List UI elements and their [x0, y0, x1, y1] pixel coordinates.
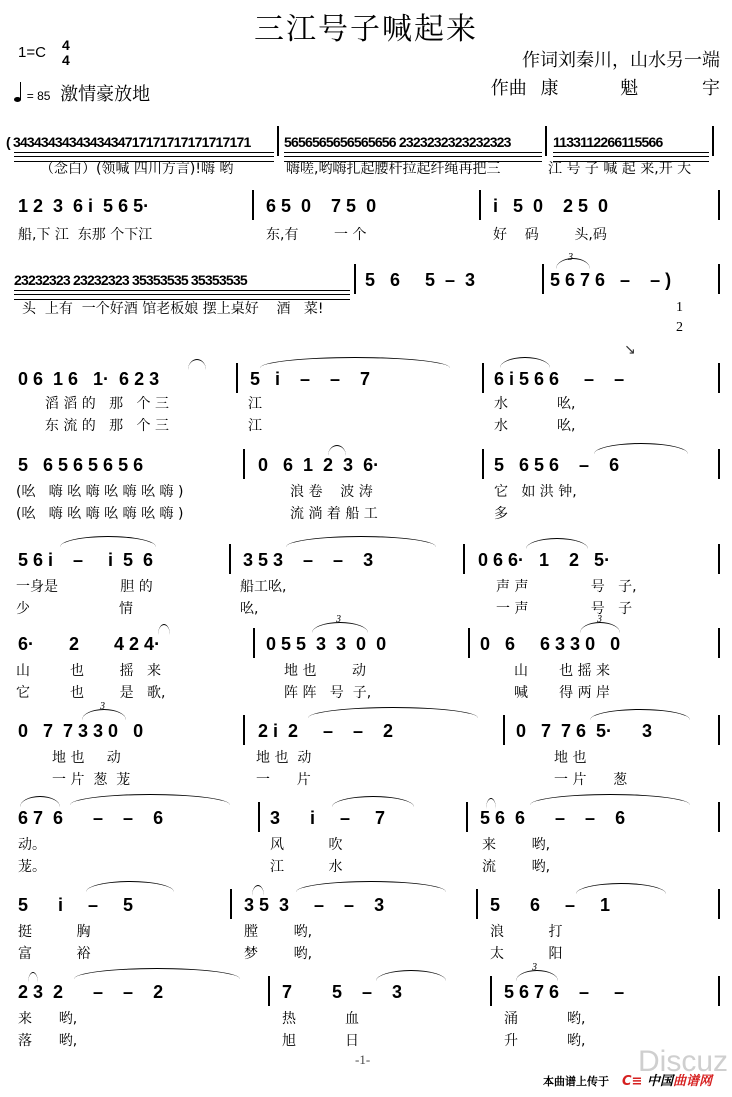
barline — [236, 363, 238, 393]
tempo-marking — [14, 80, 150, 106]
measure: 5 6 7 6 – – — [504, 982, 625, 1002]
lyric-line: 一 片 葱 — [554, 772, 628, 788]
measure: ( 3434343434343434717171717171717171 — [6, 134, 251, 150]
lyric-line: 少 情 — [16, 601, 134, 617]
tie — [70, 794, 230, 805]
lyric-line: 多 — [494, 506, 508, 522]
lyric-line: 旭 日 — [282, 1033, 359, 1049]
tie — [308, 707, 478, 718]
barline — [243, 715, 245, 745]
expression-marking: 激情豪放地 — [60, 84, 151, 105]
barline — [545, 126, 547, 156]
lyric-line: 地 也 — [554, 750, 587, 766]
lyric-line: 太 阳 — [490, 946, 563, 962]
slur — [576, 883, 666, 894]
lyric-line: 江 — [248, 396, 262, 412]
lyric-line: 滔 滔 的 那 个 三 — [36, 396, 169, 412]
slur — [158, 624, 170, 635]
composer-name-1: 康 — [540, 78, 559, 99]
measure: 6· 2 4 2 4· — [18, 634, 161, 654]
site-logo-text-2: 曲谱网 — [672, 1074, 712, 1089]
composer-name-3: 宇 — [702, 78, 720, 99]
time-signature-top: 4 — [62, 37, 70, 53]
measure: 6 5 0 7 5 0 — [266, 196, 377, 216]
lyric-line: 一 片 葱 茏 — [52, 772, 131, 788]
lyric-line: 船,下 江 东那 个下江 — [18, 227, 153, 243]
lyric-line: （念白）(领喊 四川方言)!嗨 哟 — [40, 161, 234, 177]
lyric-line: 梦 哟, — [244, 946, 313, 962]
slur — [86, 881, 174, 892]
lyric-line: 水 吆, — [494, 396, 576, 412]
slur — [590, 709, 690, 720]
measure: 2 3 2 – – 2 — [18, 982, 164, 1002]
measure: 2 i 2 – – 2 — [258, 721, 394, 741]
barline — [718, 544, 720, 574]
lyric-line: 一身是 胆 的 — [16, 579, 153, 595]
page-number: -1- — [355, 1052, 371, 1067]
lyric-line: 地 也 动 — [52, 750, 121, 766]
lyric-line: 水 吆, — [494, 418, 576, 434]
arrow-mark-icon: ↘ — [624, 342, 636, 358]
triplet-slur — [556, 258, 590, 269]
verse-number-2: 2 — [676, 320, 683, 335]
site-logo-text-1: 中国 — [646, 1074, 673, 1089]
lyric-line: 它 如 洪 钟, — [494, 484, 577, 500]
lyric-line: 江 水 — [270, 859, 343, 875]
lyric-line: 地 也 动 — [256, 750, 312, 766]
measure: 5 6 5 6 5 6 5 6 — [18, 455, 144, 475]
measure: i 5 0 2 5 0 — [493, 196, 609, 216]
measure: 5656565656565656 2323232323232323 — [284, 134, 511, 150]
slur — [252, 885, 264, 896]
slur — [332, 796, 414, 807]
lyric-line: 来 哟, — [482, 837, 551, 853]
barline — [252, 190, 254, 220]
measure: 5 6 5 6 – 6 — [494, 455, 620, 475]
triplet-slur — [516, 970, 558, 981]
measure: 0 6 1 6 1· 6 2 3 — [18, 369, 160, 389]
lyric-line: 东,有 一 个 — [266, 227, 367, 243]
time-signature-bottom: 4 — [62, 52, 70, 68]
measure: 0 7 7 3 3 0 0 — [18, 721, 144, 741]
lyric-line: 挺 胸 — [18, 924, 91, 940]
slur — [188, 359, 206, 370]
tie — [594, 443, 688, 454]
lyric-line: 浪 卷 波 涛 — [290, 484, 373, 500]
measure: 6 7 6 – – 6 — [18, 808, 164, 828]
lyric-line: 浪 打 — [490, 924, 563, 940]
barline — [258, 802, 260, 832]
lyricist-credit: 作词刘秦川，山水另一端 — [522, 50, 720, 71]
lyric-line: 流 淌 着 船 工 — [290, 506, 378, 522]
lyric-line: 涌 哟, — [504, 1011, 586, 1027]
lyric-line: 地 也 动 — [284, 663, 367, 679]
barline — [718, 190, 720, 220]
site-logo-icon: C≡ — [622, 1074, 643, 1089]
barline — [482, 363, 484, 393]
lyric-line: 吆, — [240, 601, 259, 617]
tie — [60, 536, 156, 547]
barline — [479, 190, 481, 220]
measure: 1133112266115566 — [553, 134, 663, 150]
barline — [718, 628, 720, 658]
barline — [718, 363, 720, 393]
slur — [500, 357, 550, 368]
triplet-marker: 3 — [336, 614, 341, 625]
measure: 3 5 3 – – 3 — [244, 895, 385, 915]
song-title: 三江号子喊起来 — [254, 12, 478, 47]
lyric-line: 山 也 摇 来 — [514, 663, 611, 679]
lyric-line: 嗨嗟,哟嗨扎起腰杆拉起纤绳再把三 — [286, 161, 501, 177]
lyric-line: 膛 哟, — [244, 924, 313, 940]
measure: 3 i – 7 — [270, 808, 386, 828]
barline — [243, 449, 245, 479]
lyric-line: 动。 — [18, 837, 46, 853]
barline — [253, 628, 255, 658]
measure: 5 6 i – i 5 6 — [18, 550, 154, 570]
slur — [526, 538, 588, 549]
verse-number-1: 1 — [676, 300, 683, 315]
lyric-line: (吆 嗨 吆 嗨 吆 嗨 吆 嗨 ) — [16, 506, 184, 522]
time-signature — [62, 38, 70, 68]
lyric-line: 船工吆, — [240, 579, 287, 595]
lyric-line: 阵 阵 号 子, — [284, 685, 372, 701]
lyric-line: 茏。 — [18, 859, 46, 875]
lyric-line: 声 声 号 子, — [496, 579, 637, 595]
lyric-line: 富 裕 — [18, 946, 91, 962]
barline — [229, 544, 231, 574]
barline — [718, 976, 720, 1006]
measure: 5 6 6 – – 6 — [480, 808, 626, 828]
measure: 5 i – – 7 — [250, 369, 371, 389]
slur — [486, 798, 496, 809]
watermark: Discuz — [638, 1045, 729, 1078]
lyric-line: 喊 得 两 岸 — [514, 685, 611, 701]
site-logo[interactable] — [622, 1070, 712, 1089]
lyric-line: 来 哟, — [18, 1011, 78, 1027]
measure: 23232323 23232323 35353535 35353535 — [14, 272, 247, 288]
lyric-line: 江 — [248, 418, 262, 434]
barline — [466, 802, 468, 832]
tie — [74, 968, 240, 979]
barline — [718, 889, 720, 919]
barline — [712, 126, 714, 156]
lyric-line: 流 哟, — [482, 859, 551, 875]
lyric-line: (吆 嗨 吆 嗨 吆 嗨 吆 嗨 ) — [16, 484, 184, 500]
barline — [718, 715, 720, 745]
tie — [286, 536, 436, 547]
lyric-line: 头 上有 一个好酒 馆老板娘 摆上桌好 酒 菜! — [22, 301, 324, 317]
composer-label: 作曲 — [490, 78, 527, 99]
barline — [268, 976, 270, 1006]
measure: 7 5 – 3 — [282, 982, 403, 1002]
tie — [296, 881, 446, 892]
barline — [476, 889, 478, 919]
measure: 0 6 1 2 3 6· — [258, 455, 380, 475]
barline — [277, 126, 279, 156]
tie — [530, 794, 690, 805]
measure: 3 5 3 – – 3 — [243, 550, 374, 570]
barline — [718, 449, 720, 479]
measure: 0 5 5 3 3 0 0 — [266, 634, 387, 654]
slur — [328, 445, 346, 456]
triplet-marker: 3 — [100, 701, 105, 712]
key-signature: 1=C — [18, 44, 46, 61]
lyric-line: 风 吹 — [270, 837, 343, 853]
composer-credit — [491, 74, 720, 100]
lyric-line: 它 也 是 歌, — [16, 685, 166, 701]
measure: 1 2 3 6 i 5 6 5· — [18, 196, 150, 216]
barline — [354, 264, 356, 294]
barline — [490, 976, 492, 1006]
slur — [20, 796, 60, 807]
lyric-line: 落 哟, — [18, 1033, 78, 1049]
lyric-line: 江 号 子 喊 起 来,开 大 — [548, 161, 692, 177]
slur — [28, 972, 38, 983]
upload-credit: 本曲谱上传于 — [543, 1075, 609, 1088]
lyric-line: 一 片 — [256, 772, 311, 788]
measure: 5 6 – 1 — [490, 895, 611, 915]
barline — [468, 628, 470, 658]
composer-name-2: 魁 — [620, 78, 639, 99]
triplet-marker: 3 — [568, 252, 573, 263]
quarter-note-icon — [14, 97, 21, 102]
slur — [376, 970, 446, 981]
lyric-line: 东 流 的 那 个 三 — [36, 418, 169, 434]
lyric-line: 一 声 号 子 — [496, 601, 633, 617]
tie — [260, 357, 450, 368]
barline — [230, 889, 232, 919]
tempo-bpm: = 85 — [26, 89, 51, 103]
measure: 0 6 6 3 3 0 0 — [480, 634, 621, 654]
barline — [542, 264, 544, 294]
measure: 6 i 5 6 6 – – — [494, 369, 625, 389]
lyric-line: 山 也 摇 来 — [16, 663, 162, 679]
barline — [463, 544, 465, 574]
measure: 0 6 6· 1 2 5· — [478, 550, 611, 570]
measure: 0 7 7 6 5· 3 — [516, 721, 653, 741]
measure: 5 6 5 – 3 — [365, 270, 476, 290]
triplet-marker: 3 — [597, 614, 602, 625]
barline — [503, 715, 505, 745]
measure: 5 i – 5 — [18, 895, 134, 915]
barline — [718, 802, 720, 832]
triplet-marker: 3 — [532, 962, 537, 973]
lyric-line: 好 码 头,码 — [493, 227, 607, 243]
lyric-line: 升 哟, — [504, 1033, 586, 1049]
barline — [718, 264, 720, 294]
lyric-line: 热 血 — [282, 1011, 359, 1027]
measure: 5 6 7 6 – – ) — [550, 270, 672, 290]
barline — [482, 449, 484, 479]
